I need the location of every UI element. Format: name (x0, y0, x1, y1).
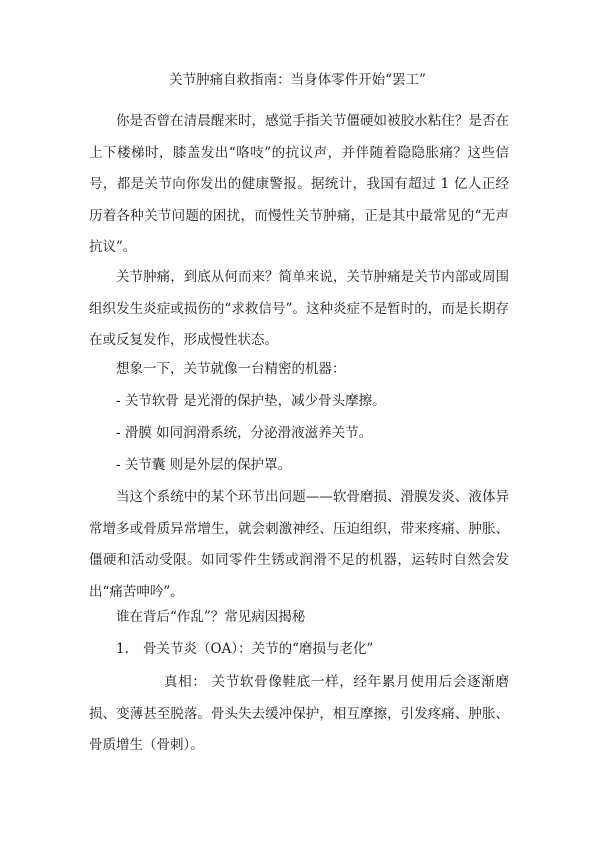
document-title: 关节肿痛自救指南：当身体零件开始“罢工” (169, 72, 426, 88)
numbered-item (116, 639, 373, 659)
item-text: 骨关节炎（OA）：关节的“磨损与老化” (143, 641, 374, 657)
bullet-item: - 滑膜 如同润滑系统，分泌滑液滋养关节。 (116, 425, 373, 441)
paragraph-truth: 真相： 关节软骨像鞋底一样，经年累月使用后会逐渐磨损、变薄甚至脱落。骨头失去缓冲保护，相互摩擦，引发疼痛、肿胀、骨质增生（骨刺）。 (89, 674, 509, 753)
paragraph-mechanism: 当这个系统中的某个环节出问题——软骨磨损、滑膜发炎、液体异常增多或骨质异常增生，就会刺激神经、压迫组织，带来疼痛、肿胀、僵硬和活动受限。如同零件生锈或润滑不足的机器，运转时自然会发出“痛苦呻吟”。 (89, 489, 509, 600)
bullet-item: - 关节囊 则是外层的保护罩。 (116, 457, 292, 473)
item-number: 1. (116, 641, 129, 657)
paragraph-analogy: 想象一下，关节就像一台精密的机器： (116, 361, 346, 377)
section-heading: 谁在背后“作乱”？常见病因揭秘 (116, 609, 306, 625)
paragraph-intro: 你是否曾在清晨醒来时，感觉手指关节僵硬如被胶水粘住？是否在上下楼梯时，膝盖发出“咯吱”的抗议声，并伴随着隐隐胀痛？这些信号，都是关节向你发出的健康警报。据统计，我国有超过 1 亿人正经历着各种关节问题的困扰，而慢性关节肿痛，正是其中最常见的“无声抗议”。 (89, 113, 509, 255)
paragraph-cause: 关节肿痛，到底从何而来？简单来说，关节肿痛是关节内部或周围组织发生炎症或损伤的“求救信号”。这种炎症不是暂时的，而是长期存在或反复发作，形成慢性状态。 (89, 269, 509, 348)
bullet-item: - 关节软骨 是光滑的保护垫，减少骨头摩擦。 (116, 393, 386, 409)
